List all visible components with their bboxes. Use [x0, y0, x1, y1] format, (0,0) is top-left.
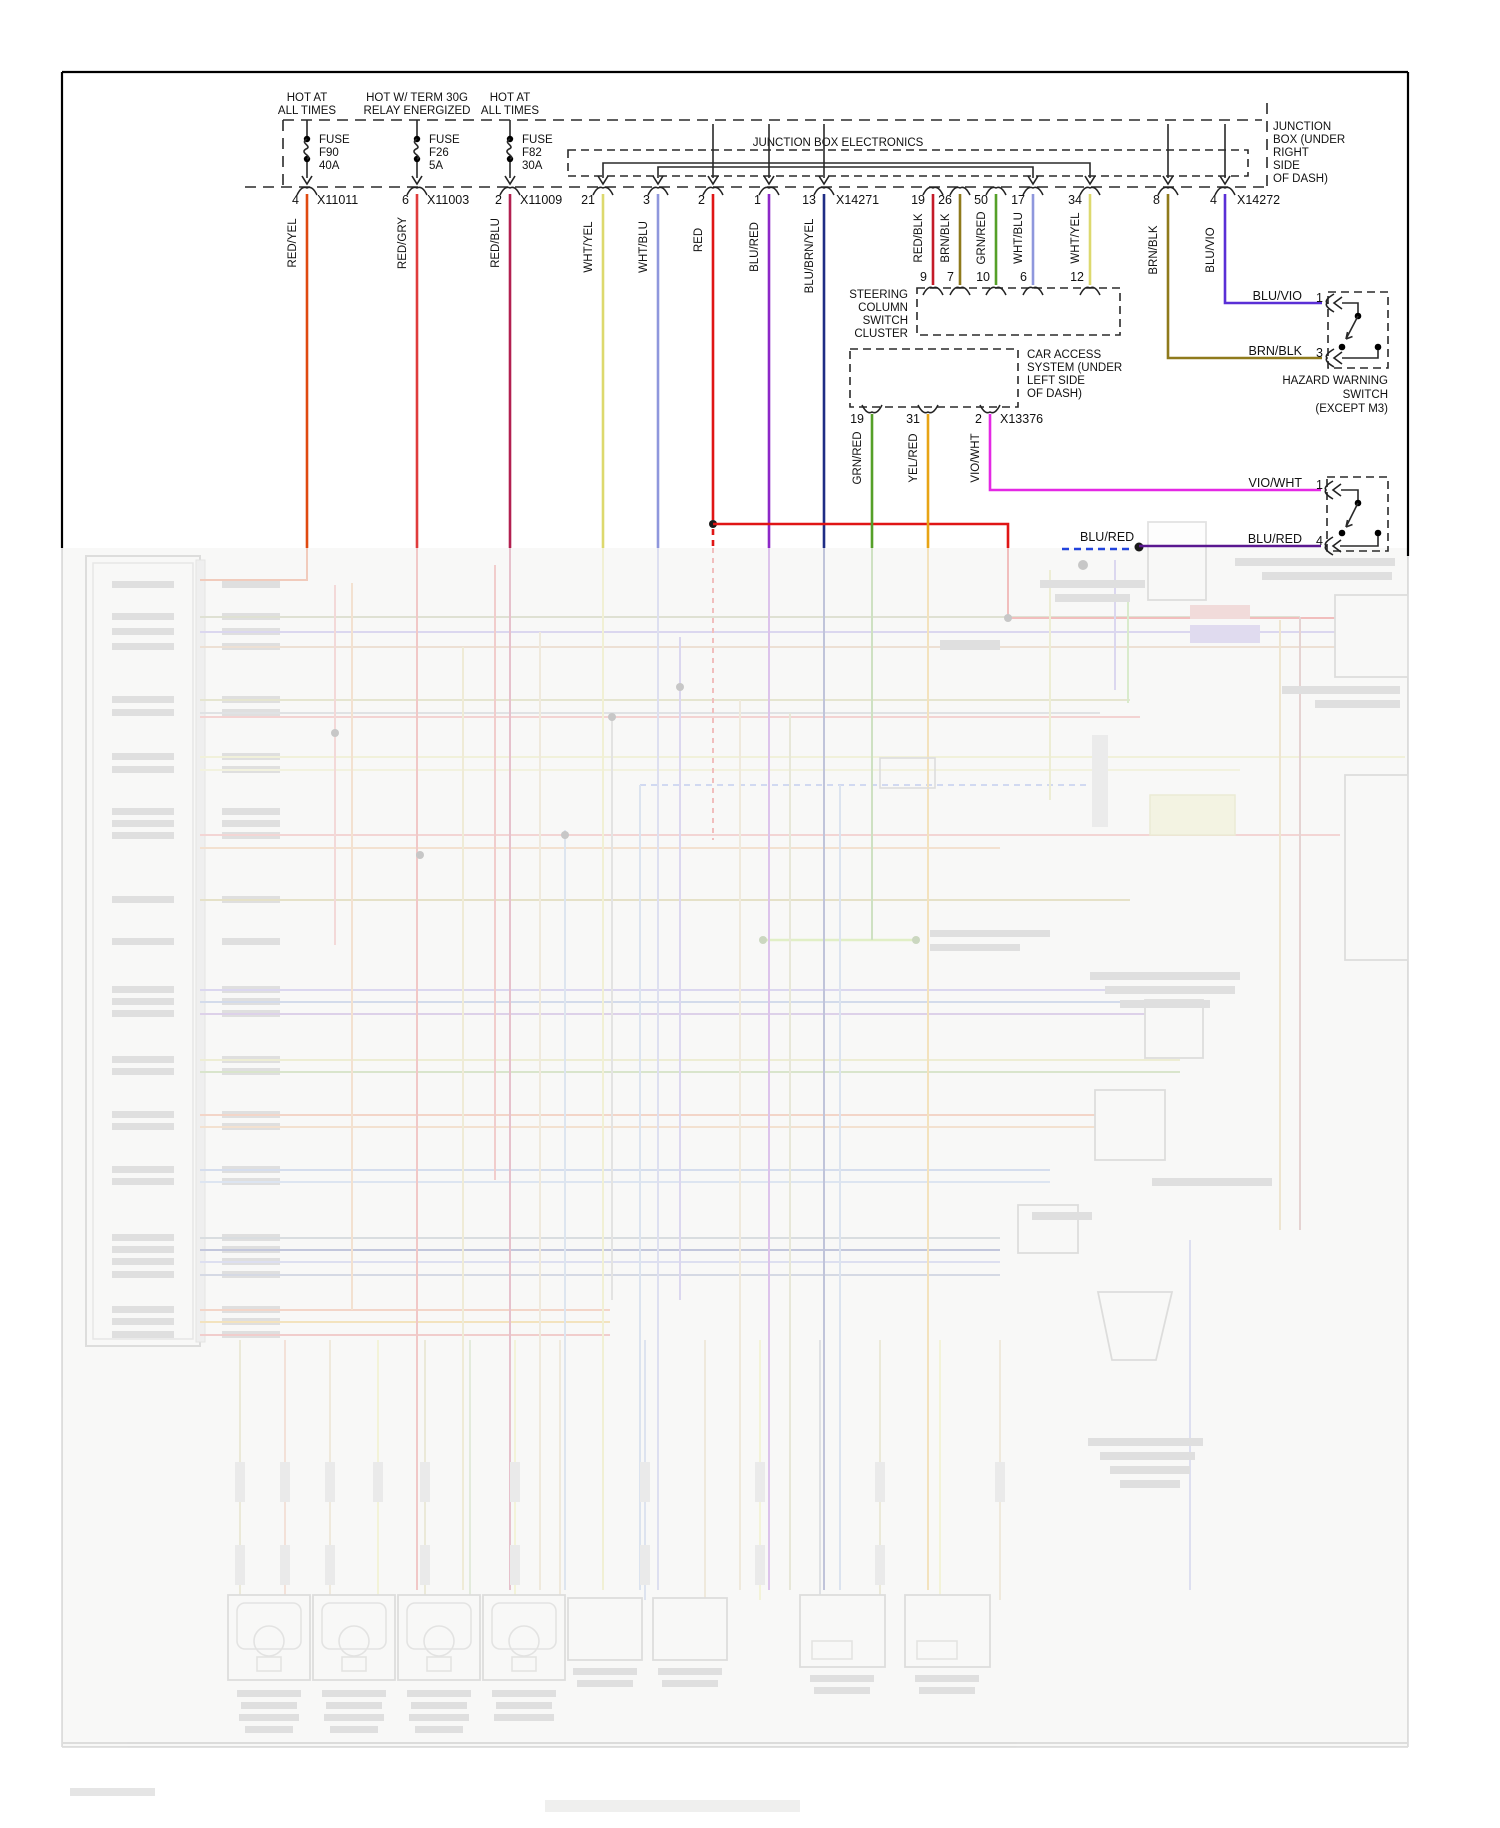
svg-text:JUNCTION: JUNCTION [1273, 121, 1332, 133]
svg-text:X14272: X14272 [1237, 193, 1281, 207]
svg-text:RED/BLK: RED/BLK [913, 213, 925, 263]
svg-text:WHT/YEL: WHT/YEL [1070, 212, 1082, 264]
switch-blade-icon [1339, 303, 1382, 358]
wire-red-horizontal [713, 524, 1008, 548]
blu-red-left-label: BLU/RED [1080, 530, 1135, 544]
fuse-label: FUSE [319, 134, 350, 146]
svg-text:X11009: X11009 [520, 193, 563, 207]
svg-text:STEERING: STEERING [849, 289, 908, 301]
fuse-id: F26 [429, 147, 449, 159]
svg-text:LEFT SIDE: LEFT SIDE [1027, 375, 1085, 387]
svg-text:CLUSTER: CLUSTER [854, 328, 908, 340]
feed-header: HOT AT [286, 92, 328, 104]
fuse-feed-1 [278, 92, 350, 178]
steering-column-switch-cluster [849, 270, 1120, 340]
svg-text:BOX (UNDER: BOX (UNDER [1273, 134, 1346, 146]
feed-header: RELAY ENERGIZED [363, 105, 471, 117]
fuse-feed-2 [364, 92, 471, 178]
svg-text:34: 34 [1068, 193, 1082, 207]
fuse-amp: 5A [429, 160, 444, 172]
fuse-id: F90 [319, 147, 339, 159]
svg-text:RIGHT: RIGHT [1273, 147, 1309, 159]
svg-text:BLU/VIO: BLU/VIO [1252, 289, 1302, 303]
faded-footer [70, 1788, 800, 1812]
svg-text:GRN/RED: GRN/RED [976, 211, 988, 265]
svg-text:19: 19 [911, 193, 925, 207]
svg-text:4: 4 [292, 193, 299, 207]
wire-brn-blk-2 [1168, 194, 1322, 358]
feed-header: HOT W/ TERM 30G [366, 92, 468, 104]
feed-header: ALL TIMES [480, 105, 540, 117]
svg-text:SIDE: SIDE [1273, 160, 1300, 172]
svg-text:BRN/BLK: BRN/BLK [1248, 344, 1302, 358]
svg-text:BLU/RED: BLU/RED [749, 222, 761, 272]
svg-text:COLUMN: COLUMN [858, 302, 908, 314]
junction-internal-buses [603, 124, 1225, 178]
svg-text:CAR ACCESS: CAR ACCESS [1027, 349, 1102, 361]
wire-blu-vio [1225, 194, 1322, 303]
svg-text:VIO/WHT: VIO/WHT [970, 433, 982, 483]
svg-text:17: 17 [1011, 193, 1025, 207]
svg-text:8: 8 [1153, 193, 1160, 207]
svg-text:3: 3 [1316, 346, 1323, 360]
hazard-warning-switch-1 [1249, 289, 1389, 415]
junction-box-electronics-label: JUNCTION BOX ELECTRONICS [752, 137, 924, 149]
svg-text:50: 50 [974, 193, 988, 207]
fuse-label: FUSE [522, 134, 553, 146]
svg-text:4: 4 [1316, 534, 1323, 548]
svg-text:1: 1 [754, 193, 761, 207]
svg-text:X11011: X11011 [317, 193, 359, 207]
fuse-icon [414, 120, 420, 178]
switch-blade-icon [1339, 490, 1382, 546]
svg-text:13: 13 [802, 193, 816, 207]
fuse-amp: 30A [522, 160, 543, 172]
svg-text:26: 26 [938, 193, 952, 207]
svg-text:12: 12 [1070, 270, 1084, 284]
fuse-label: FUSE [429, 134, 460, 146]
svg-text:BLU/VIO: BLU/VIO [1205, 227, 1217, 273]
svg-text:X13376: X13376 [1000, 412, 1044, 426]
faded-wash-overlay [62, 548, 1408, 1747]
svg-text:BLU/BRN/YEL: BLU/BRN/YEL [804, 218, 816, 294]
svg-text:WHT/BLU: WHT/BLU [1013, 212, 1025, 264]
svg-text:WHT/BLU: WHT/BLU [638, 221, 650, 273]
svg-text:4: 4 [1210, 193, 1217, 207]
fuse-icon [304, 120, 310, 178]
svg-text:RED/BLU: RED/BLU [490, 218, 502, 268]
hazard1-wires [1148, 194, 1322, 358]
svg-text:(EXCEPT M3): (EXCEPT M3) [1315, 403, 1388, 415]
car-access-system [850, 349, 1321, 548]
feed-wires [287, 194, 510, 548]
fuse-id: F82 [522, 147, 542, 159]
svg-text:YEL/RED: YEL/RED [908, 433, 920, 483]
fuse-feed-3 [481, 92, 553, 178]
svg-text:SYSTEM (UNDER: SYSTEM (UNDER [1027, 362, 1123, 374]
svg-text:RED/YEL: RED/YEL [287, 218, 299, 268]
hazard-warning-switch-2 [1062, 476, 1388, 555]
svg-text:1: 1 [1316, 291, 1323, 305]
svg-text:21: 21 [581, 193, 595, 207]
svg-text:SWITCH: SWITCH [862, 315, 908, 327]
fuse-amp: 40A [319, 160, 340, 172]
connector-pin-labels [292, 193, 1280, 207]
diagram-border [62, 72, 1408, 556]
svg-text:1: 1 [1316, 478, 1323, 492]
svg-text:BLU/RED: BLU/RED [1247, 532, 1302, 546]
svg-text:BRN/BLK: BRN/BLK [1148, 225, 1160, 275]
svg-text:BRN/BLK: BRN/BLK [940, 213, 952, 263]
svg-text:VIO/WHT: VIO/WHT [1248, 476, 1302, 490]
svg-text:9: 9 [920, 270, 927, 284]
fuse-icon [507, 120, 513, 178]
steering-wires [913, 194, 1090, 285]
svg-text:2: 2 [698, 193, 705, 207]
svg-text:6: 6 [1020, 270, 1027, 284]
svg-text:RED/GRY: RED/GRY [397, 216, 409, 270]
svg-text:GRN/RED: GRN/RED [852, 431, 864, 485]
svg-text:6: 6 [402, 193, 409, 207]
svg-text:2: 2 [975, 412, 982, 426]
svg-text:HAZARD WARNING: HAZARD WARNING [1282, 375, 1388, 387]
svg-text:3: 3 [643, 193, 650, 207]
feed-header: ALL TIMES [277, 105, 337, 117]
svg-text:31: 31 [906, 412, 920, 426]
svg-text:2: 2 [495, 193, 502, 207]
svg-text:OF DASH): OF DASH) [1027, 388, 1082, 400]
svg-text:X14271: X14271 [836, 193, 880, 207]
svg-text:SWITCH: SWITCH [1342, 389, 1388, 401]
svg-text:OF DASH): OF DASH) [1273, 173, 1328, 185]
svg-text:7: 7 [947, 270, 954, 284]
svg-text:WHT/YEL: WHT/YEL [583, 221, 595, 273]
junction-box-location-label [1273, 121, 1345, 185]
svg-text:RED: RED [693, 227, 705, 253]
svg-text:19: 19 [850, 412, 864, 426]
feed-header: HOT AT [489, 92, 531, 104]
svg-text:10: 10 [976, 270, 990, 284]
svg-text:X11003: X11003 [427, 193, 470, 207]
